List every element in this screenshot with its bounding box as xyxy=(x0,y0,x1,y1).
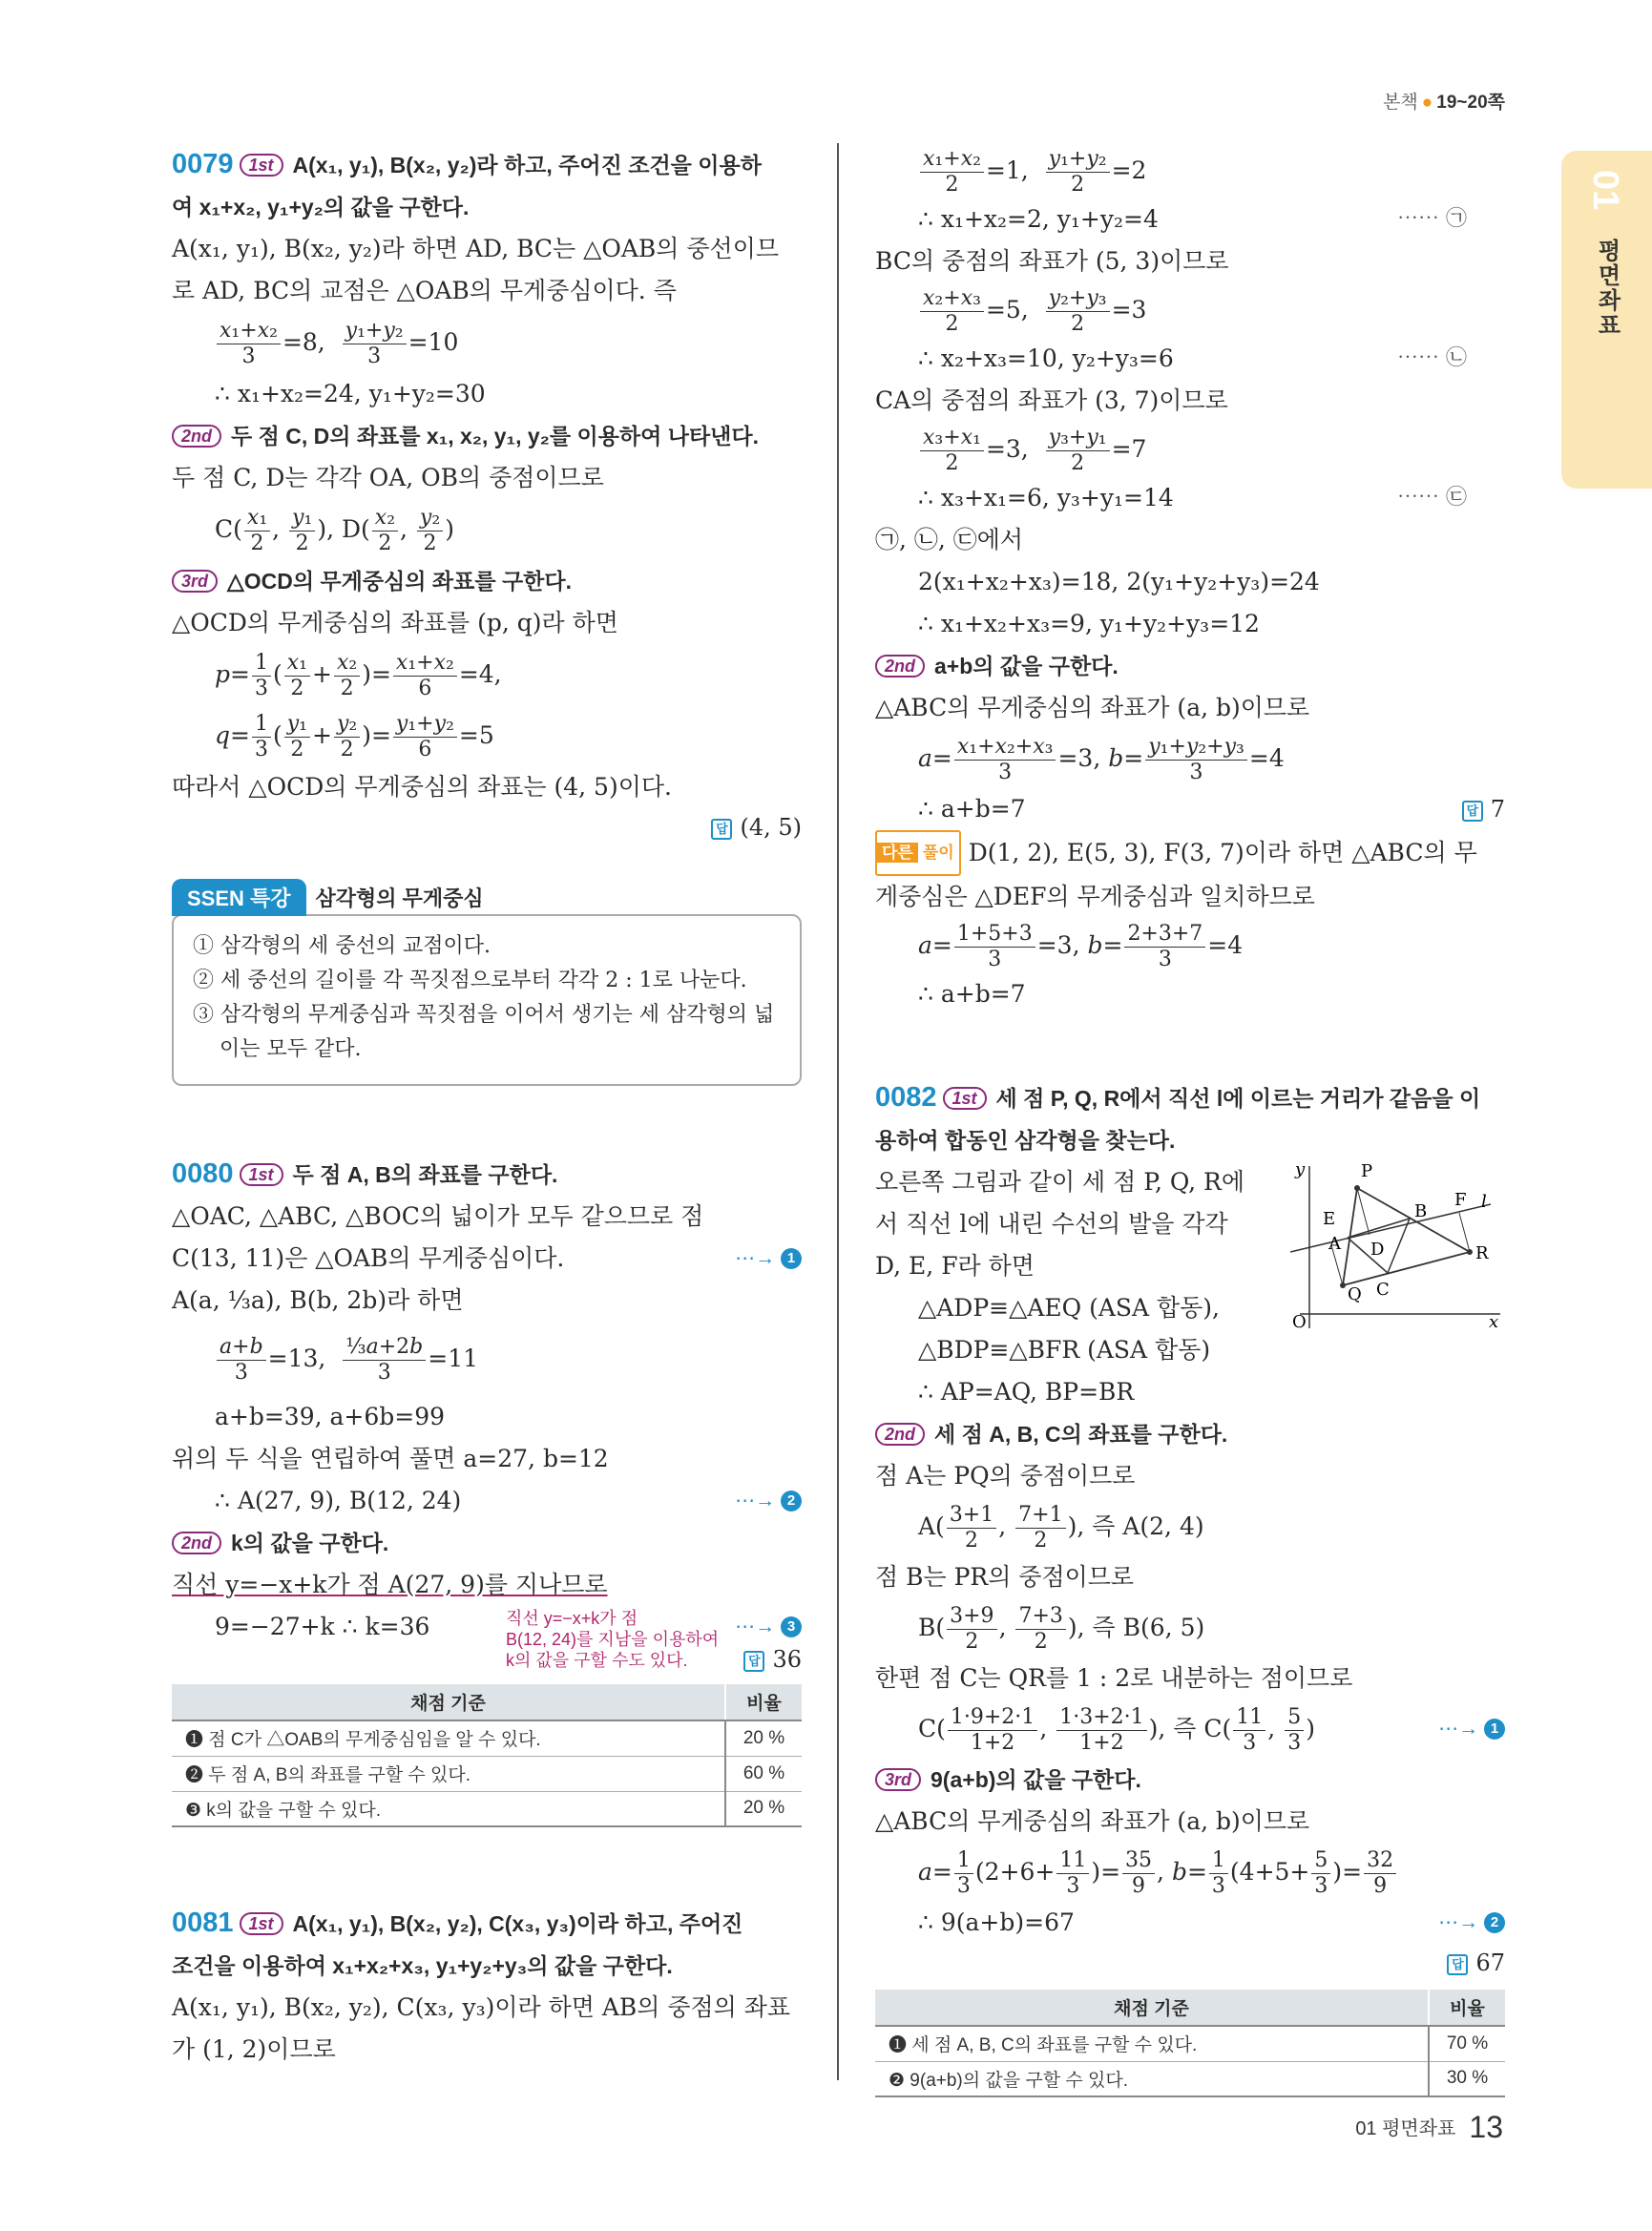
problem-number: 0082 xyxy=(875,1082,937,1113)
text-line: ∴ x₃+x₁=6, y₃+y₁=14 xyxy=(918,484,1174,511)
text-line: 한편 점 C는 QR를 1 : 2로 내분하는 점이므로 xyxy=(875,1664,1353,1692)
equation: C( $\frac{1\cdot 9+2\cdot 1}{1+2}$ , $\frac{1\cdot 3+2\cdot 1}{1+2}$ ), 즉 C( $\frac{11}{3}$ , $\frac{5}{3}$ ) ⋯→ 1 xyxy=(875,1699,1505,1759)
text-line: ∴ 9(a+b)=67 xyxy=(918,1908,1075,1936)
ssen-title: 삼각형의 무게중심 xyxy=(315,886,484,910)
equation: a= $\frac{1+5+3}{3}$ =3, b= $\frac{2+3+7}{3}$ =4 xyxy=(918,922,1244,971)
ssen-tag: SSEN 특강 xyxy=(172,879,306,916)
step-badge: 3rd xyxy=(875,1768,921,1791)
table-row: ❷ 9(a+b)의 값을 구할 수 있다. 30 % xyxy=(875,2061,1505,2096)
step-title: A(x₁, y₁), B(x₂, y₂)라 하고, 주어진 조건을 이용하 xyxy=(292,153,762,177)
dot-icon: ● xyxy=(1421,93,1433,113)
text-line: BC의 중점의 좌표가 (5, 3)이므로 xyxy=(875,247,1229,275)
step-badge: 2nd xyxy=(875,655,925,678)
column-divider xyxy=(837,143,839,2080)
step-title-cont: 용하여 합동인 삼각형을 찾는다. xyxy=(875,1128,1176,1153)
ssen-item: ③ 삼각형의 무게중심과 꼭짓점을 이어서 생기는 세 삼각형의 넓이는 모두 같다. xyxy=(193,1003,775,1061)
text-line: 따라서 △OCD의 무게중심의 좌표는 (4, 5)이다. xyxy=(172,773,672,801)
step-title: A(x₁, y₁), B(x₂, y₂), C(x₃, y₃)이라 하고, 주어진 xyxy=(292,1911,743,1936)
marker-nieun: ⋯⋯ ㉡ xyxy=(1397,346,1467,370)
text-line: 위의 두 식을 연립하여 풀면 a=27, b=12 xyxy=(172,1445,609,1472)
step-badge: 2nd xyxy=(172,425,221,448)
step-title: 두 점 C, D의 좌표를 x₁, x₂, y₁, y₂를 이용하여 나타낸다. xyxy=(231,424,759,448)
table-header: 비율 xyxy=(1429,1990,1505,2026)
text-line: 서 직선 l에 내린 수선의 발을 각각 xyxy=(875,1210,1228,1238)
text-line: 2(x₁+x₂+x₃)=18, 2(y₁+y₂+y₃)=24 xyxy=(918,568,1320,595)
text-line: ∴ x₁+x₂=24, y₁+y₂=30 xyxy=(215,380,486,407)
header-book: 본책 xyxy=(1383,93,1418,113)
answer: 답 67 xyxy=(875,1944,1505,1982)
answer-icon: 답 xyxy=(743,1651,764,1672)
text-line: ∴ AP=AQ, BP=BR xyxy=(918,1378,1135,1406)
chapter-number: 01 xyxy=(1585,170,1625,211)
step-title: 세 점 A, B, C의 좌표를 구한다. xyxy=(934,1422,1228,1447)
text-line: A(x₁, y₁), B(x₂, y₂)라 하면 AD, BC는 △OAB의 중선이므 xyxy=(172,235,780,262)
step-title: 두 점 A, B의 좌표를 구한다. xyxy=(292,1162,558,1187)
equation: B( $\frac{3+9}{2}$ , $\frac{7+3}{2}$ ), 즉 B(6, 5) xyxy=(918,1604,1205,1654)
text-line: △ABC의 무게중심의 좌표가 (a, b)이므로 xyxy=(875,1807,1310,1835)
problem-number: 0079 xyxy=(172,149,234,179)
step-title: 세 점 P, Q, R에서 직선 l에 이르는 거리가 같음을 이 xyxy=(995,1086,1481,1111)
step-badge: 1st xyxy=(240,1912,283,1935)
side-note: 직선 y=−x+k가 점 B(12, 24)를 지남을 이용하여 k의 값을 구할 수도 있다. xyxy=(506,1609,720,1670)
ssen-box xyxy=(172,879,802,1086)
alt-solution-badge: 다른 풀이 xyxy=(875,830,961,876)
table-header: 채점 기준 xyxy=(172,1684,725,1720)
right-column xyxy=(875,143,1505,2097)
equation: C( $\frac{\text{x₁}}{2}$ , $\frac{\text{y₁}}{2}$ ), D( $\frac{\text{x₂}}{2}$ , $\frac{\text{y₂}}{2}$ ) xyxy=(215,506,454,555)
problem-number: 0080 xyxy=(172,1158,234,1189)
figure-label: O xyxy=(1292,1312,1307,1332)
figure-label: C xyxy=(1376,1280,1390,1300)
figure-label: Q xyxy=(1348,1284,1362,1304)
q0080-heading xyxy=(172,1153,802,1196)
text-line: △ADP≡△AEQ (ASA 합동), xyxy=(918,1294,1221,1322)
text-line: ∴ a+b=7 xyxy=(918,980,1026,1008)
ssen-item: ① 삼각형의 세 중선의 교점이다. xyxy=(193,934,491,958)
figure-label: A xyxy=(1328,1234,1341,1254)
text-line: D, E, F라 하면 xyxy=(875,1252,1035,1280)
marker-3: ⋯→ 3 xyxy=(735,1606,802,1648)
marker-2: ⋯→ 2 xyxy=(735,1480,802,1522)
step-badge: 1st xyxy=(240,1163,283,1186)
page-header xyxy=(1383,88,1505,114)
equation: $\frac{\text{x₂+x₃}}{2}$ =5, $\frac{\text{y₂+y₃}}{2}$ =3 xyxy=(875,282,1505,338)
header-pages: 19~20쪽 xyxy=(1436,93,1505,113)
text-line: 로 AD, BC의 교점은 △OAB의 무게중심이다. 즉 xyxy=(172,277,677,304)
marker-giyeok: ⋯⋯ ㉠ xyxy=(1397,207,1467,231)
table-row: ❸ k의 값을 구할 수 있다. 20 % xyxy=(172,1791,802,1826)
text-line: ∴ A(27, 9), B(12, 24) xyxy=(215,1487,462,1514)
q0081-heading xyxy=(172,1902,802,1945)
equation: $\frac{\text{x₁+x₂}}{2}$ =1, $\frac{\text{y₁+y₂}}{2}$ =2 xyxy=(875,143,1505,198)
text-line: ∴ x₂+x₃=10, y₂+y₃=6 xyxy=(918,344,1174,372)
chapter-title: 평면좌표 xyxy=(1594,239,1620,338)
text-line: 직선 y=−x+k가 점 A(27, 9)를 지나므로 xyxy=(172,1571,608,1598)
figure-label: x xyxy=(1489,1312,1499,1332)
table-row: ❶ 세 점 A, B, C의 좌표를 구할 수 있다. 70 % xyxy=(875,2026,1505,2061)
answer: 답 36 xyxy=(743,1638,802,1680)
text-line: △OCD의 무게중심의 좌표를 (p, q)라 하면 xyxy=(172,609,618,636)
table-row: ❷ 두 점 A, B의 좌표를 구할 수 있다. 60 % xyxy=(172,1756,802,1791)
figure-label: y xyxy=(1295,1161,1306,1179)
equation: q= $\frac{1}{3}$ ( $\frac{\text{y₁}}{2}$ + $\frac{\text{y₂}}{2}$ )= $\frac{\text{y₁+y₂}}{6}$ =5 xyxy=(215,712,494,761)
text-line: 오른쪽 그림과 같이 세 점 P, Q, R에 xyxy=(875,1168,1245,1196)
text-line: 두 점 C, D는 각각 OA, OB의 중점이므로 xyxy=(172,464,604,491)
q0079-heading xyxy=(172,143,802,186)
marker-1: ⋯→ 1 xyxy=(735,1238,802,1280)
figure-label: l xyxy=(1481,1192,1487,1212)
ssen-item: ② 세 중선의 길이를 각 꼭짓점으로부터 각각 2 : 1로 나눈다. xyxy=(193,969,747,992)
page-footer xyxy=(1355,2110,1503,2145)
step-badge: 2nd xyxy=(172,1532,221,1554)
equation: A( $\frac{3+1}{2}$ , $\frac{7+1}{2}$ ), 즉 A(2, 4) xyxy=(918,1503,1204,1553)
text-line: 게중심은 △DEF의 무게중심과 일치하므로 xyxy=(875,883,1315,910)
step-title: a+b의 값을 구한다. xyxy=(934,654,1119,678)
problem-number: 0081 xyxy=(172,1908,234,1938)
step-badge: 3rd xyxy=(172,570,218,593)
equation: $\frac{\text{x₁+x₂}}{3}$ =8, $\frac{\text{y₁+y₂}}{3}$ =10 xyxy=(172,312,802,373)
text-line: 가 (1, 2)이므로 xyxy=(172,2035,336,2063)
answer: 답 (4, 5) xyxy=(172,808,802,846)
step-title: △OCD의 무게중심의 좌표를 구한다. xyxy=(227,569,572,594)
text-line: A(x₁, y₁), B(x₂, y₂), C(x₃, y₃)이라 하면 AB의 중점의 좌표 xyxy=(172,1993,791,2021)
text-line: ∴ x₁+x₂+x₃=9, y₁+y₂+y₃=12 xyxy=(918,610,1260,637)
geometry-figure xyxy=(1290,1161,1505,1333)
text-line: D(1, 2), E(5, 3), F(3, 7)이라 하면 △ABC의 무 xyxy=(968,839,1477,866)
figure-label: B xyxy=(1414,1201,1428,1221)
figure-label: R xyxy=(1475,1243,1489,1263)
chapter-tab[interactable] xyxy=(1561,151,1652,489)
q0082-heading xyxy=(875,1076,1505,1119)
text-line: C(13, 11)은 △OAB의 무게중심이다. xyxy=(172,1244,565,1272)
answer: 답 7 xyxy=(1462,788,1505,830)
text-line: 점 A는 PQ의 중점이므로 xyxy=(875,1462,1136,1490)
answer-icon: 답 xyxy=(711,819,732,840)
table-row: ❶ 점 C가 △OAB의 무게중심임을 알 수 있다. 20 % xyxy=(172,1720,802,1756)
step-badge: 1st xyxy=(240,154,283,177)
text-line: △BDP≡△BFR (ASA 합동) xyxy=(918,1336,1211,1364)
step-badge: 2nd xyxy=(875,1423,925,1446)
step-title: 9(a+b)의 값을 구한다. xyxy=(931,1767,1141,1792)
text-line: ㉠, ㉡, ㉢에서 xyxy=(875,526,1024,553)
table-header: 비율 xyxy=(725,1684,802,1720)
marker-2: ⋯→ 2 xyxy=(1438,1902,1505,1944)
scoring-table xyxy=(875,1990,1505,2097)
text-line: △OAC, △ABC, △BOC의 넓이가 모두 같으므로 점 xyxy=(172,1202,704,1230)
step-title-cont: 조건을 이용하여 x₁+x₂+x₃, y₁+y₂+y₃의 값을 구한다. xyxy=(172,1953,673,1978)
page-number: 13 xyxy=(1469,2110,1503,2144)
figure-label: P xyxy=(1361,1161,1373,1181)
text-line: ∴ a+b=7 xyxy=(918,795,1026,823)
footer-chapter: 01 평면좌표 xyxy=(1355,2118,1456,2139)
table-header: 채점 기준 xyxy=(875,1990,1429,2026)
scoring-table xyxy=(172,1684,802,1827)
text-line: △ABC의 무게중심의 좌표가 (a, b)이므로 xyxy=(875,694,1310,721)
text-line: ∴ x₁+x₂=2, y₁+y₂=4 xyxy=(918,205,1159,233)
step-badge: 1st xyxy=(943,1087,987,1110)
marker-1: ⋯→ 1 xyxy=(1438,1699,1505,1759)
figure-label: E xyxy=(1323,1209,1336,1229)
equation: p= $\frac{1}{3}$ ( $\frac{\text{x₁}}{2}$ + $\frac{\text{x₂}}{2}$ )= $\frac{\text{x₁+x₂}}{6}$ =4, xyxy=(215,651,502,700)
text-line: 9=−27+k ∴ k=36 xyxy=(215,1613,430,1640)
text-line: A(a, ⅓a), B(b, 2b)라 하면 xyxy=(172,1286,464,1314)
text-line: a+b=39, a+6b=99 xyxy=(215,1403,446,1430)
equation: $\frac{a+b}{3}$ =13, $\frac{\text{⅓a+2b}}{3}$ =11 xyxy=(172,1322,802,1396)
equation: a= $\frac{1}{3}$ (2+6+ $\frac{11}{3}$ )= $\frac{35}{9}$ , b= $\frac{1}{3}$ (4+5+ $\frac{5}{3}$ )= $\frac{32}{9}$ xyxy=(875,1843,1505,1902)
text-line: CA의 중점의 좌표가 (3, 7)이므로 xyxy=(875,386,1228,414)
answer-icon: 답 xyxy=(1462,801,1483,822)
left-column xyxy=(172,143,802,2071)
figure-label: D xyxy=(1370,1240,1385,1260)
equation: a= $\frac{\text{x₁+x₂+x₃}}{3}$ =3, b= $\frac{\text{y₁+y₂+y₃}}{3}$ =4 xyxy=(918,735,1285,784)
text-line: 점 B는 PR의 중점이므로 xyxy=(875,1563,1135,1591)
marker-digeut: ⋯⋯ ㉢ xyxy=(1397,486,1467,510)
equation: $\frac{\text{x₃+x₁}}{2}$ =3, $\frac{\text{y₃+y₁}}{2}$ =7 xyxy=(875,422,1505,477)
step-title-cont: 여 x₁+x₂, y₁+y₂의 값을 구한다. xyxy=(172,195,470,219)
step-title: k의 값을 구한다. xyxy=(231,1531,389,1555)
answer-icon: 답 xyxy=(1447,1954,1468,1975)
figure-label: F xyxy=(1454,1190,1467,1210)
